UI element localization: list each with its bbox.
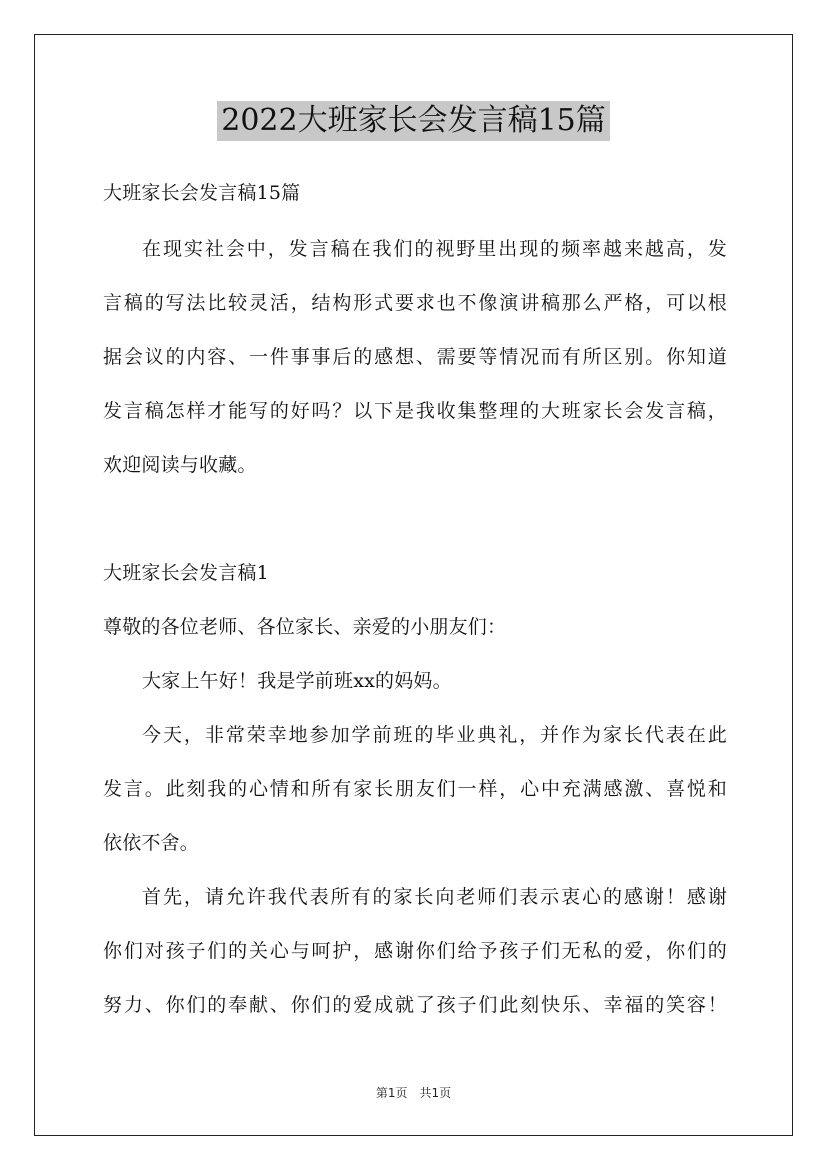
page-number-footer: 第1页 共1页 (375, 1086, 452, 1100)
para3-line-3: 努力、你们的奉献、你们的爱成就了孩子们此刻快乐、幸福的笑容！ (103, 994, 727, 1016)
document-subtitle: 大班家长会发言稿15篇 (103, 182, 301, 204)
intro-line-5: 欢迎阅读与收藏。 (103, 454, 257, 476)
intro-line-2: 言稿的写法比较灵活，结构形式要求也不像演讲稿那么严格，可以根 (103, 292, 727, 314)
intro-line-4: 发言稿怎样才能写的好吗？以下是我收集整理的大班家长会发言稿， (103, 400, 727, 422)
section-heading: 大班家长会发言稿1 (103, 562, 269, 584)
para3-line-1: 首先，请允许我代表所有的家长向老师们表示衷心的感谢！感谢 (142, 886, 727, 908)
para2-line-2: 发言。此刻我的心情和所有家长朋友们一样，心中充满感激、喜悦和 (103, 778, 727, 800)
para2-line-1: 今天，非常荣幸地参加学前班的毕业典礼，并作为家长代表在此 (142, 724, 727, 746)
intro-line-3: 据会议的内容、一件事事后的感想、需要等情况而有所区别。你知道 (103, 346, 727, 368)
document-title: 2022大班家长会发言稿15篇 (217, 101, 610, 141)
salutation: 尊敬的各位老师、各位家长、亲爱的小朋友们： (103, 616, 507, 638)
greeting: 大家上午好！我是学前班xx的妈妈。 (142, 670, 452, 692)
para2-line-3: 依依不舍。 (103, 832, 200, 854)
para3-line-2: 你们对孩子们的关心与呵护，感谢你们给予孩子们无私的爱，你们的 (103, 940, 727, 962)
title-container (0, 101, 827, 141)
intro-line-1: 在现实社会中，发言稿在我们的视野里出现的频率越来越高，发 (142, 238, 727, 260)
